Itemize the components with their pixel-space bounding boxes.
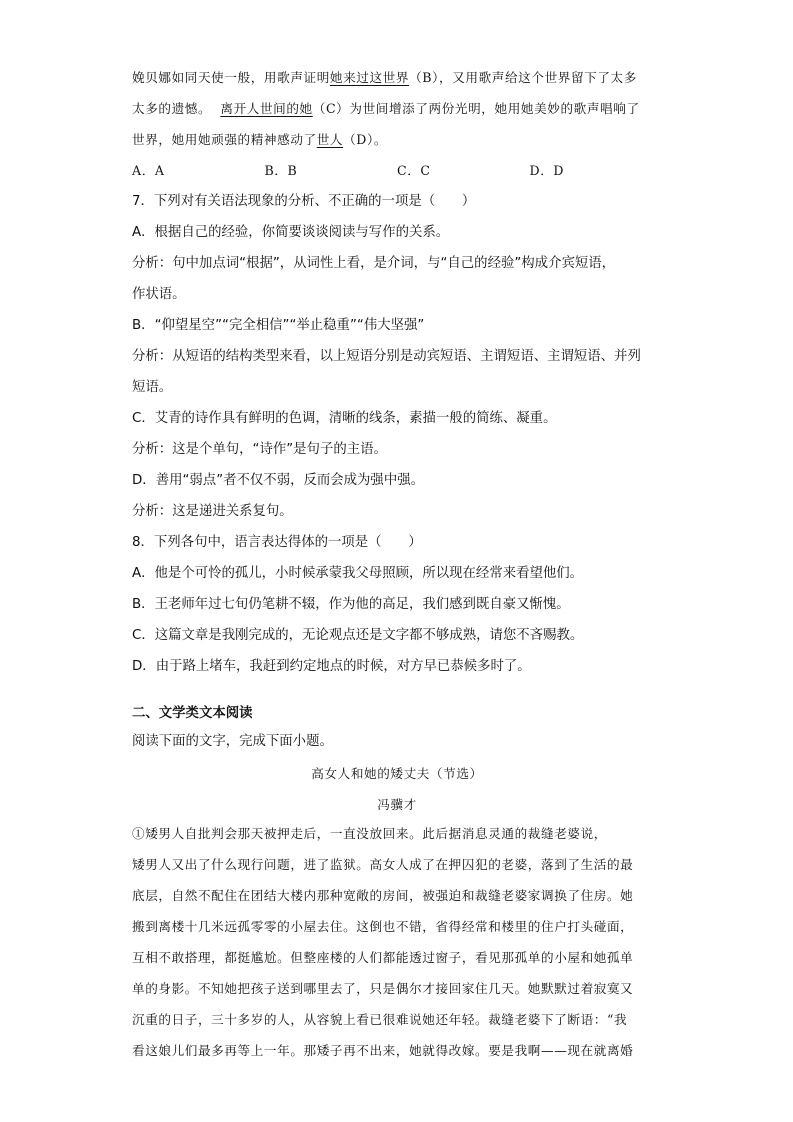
option-d[interactable]: D．善用“弱点”者不仅不弱，反而会成为强中强。 <box>132 473 424 488</box>
text-span: 娩贝娜如同天使一般，用歌声证明 <box>132 70 330 85</box>
question-8 <box>132 527 662 682</box>
text-span: （B），又用歌声给这个世界留下了太多 <box>409 70 637 85</box>
section-heading: 二、文学类文本阅读 <box>132 706 253 721</box>
option-d[interactable]: D．由于路上堵车，我赶到约定地点的时候，对方早已恭候多时了。 <box>132 659 531 674</box>
option-b[interactable]: B．“仰望星空”“完全相信”“举止稳重”“伟大坚强” <box>132 318 425 333</box>
option-a[interactable]: A．A <box>132 163 165 178</box>
article-line: 底层，自然不配住在团结大楼内那种宽敞的房间，被强迫和裁缝老婆家调换了住房。她 <box>132 888 634 903</box>
analysis-text: 短语。 <box>132 380 173 395</box>
text-span: （D）。 <box>343 132 388 147</box>
option-b[interactable]: B．王老师年过七旬仍笔耕不辍，作为他的高足，我们感到既自豪又惭愧。 <box>132 597 570 612</box>
article-header <box>132 758 662 820</box>
analysis-text: 分析：这是个单句，“诗作”是句子的主语。 <box>132 442 387 457</box>
question-7 <box>132 186 662 527</box>
section-2-instruction <box>132 726 662 757</box>
option-c[interactable]: C．这篇文章是我刚完成的，无论观点还是文字都不够成熟，请您不吝赐教。 <box>132 628 584 643</box>
analysis-text: 分析：句中加点词“根据”，从词性上看，是介词，与“自己的经验”构成介宾短语， <box>132 256 616 271</box>
article-line: ①矮男人自批判会那天被押走后，一直没放回来。此后据消息灵通的裁缝老婆说， <box>132 826 607 841</box>
article-body <box>132 818 662 1066</box>
underlined-phrase-d: 世人 <box>316 132 344 147</box>
passage-line <box>132 93 662 124</box>
section-2-header <box>132 698 662 729</box>
article-title: 高女人和她的矮丈夫（节选） <box>311 766 483 781</box>
question-stem: 8．下列各句中，语言表达得体的一项是（ ） <box>132 535 422 550</box>
underlined-phrase-b: 她来过这世界 <box>329 70 410 85</box>
question-6-passage <box>132 62 662 186</box>
text-span: 世界，她用她顽强的精神感动了 <box>132 132 317 147</box>
question-6-options <box>132 155 662 186</box>
article-line: 矮男人又出了什么现行问题，进了监狱。高女人成了在押囚犯的老婆，落到了生活的最 <box>132 857 634 872</box>
analysis-text: 分析：这是递进关系复句。 <box>132 504 293 519</box>
underlined-phrase-c: 离开人世间的她 <box>220 101 313 116</box>
instruction-text: 阅读下面的文字，完成下面小题。 <box>132 734 333 749</box>
article-line: 搬到离楼十几米远孤零零的小屋去住。这倒也不错，省得经常和楼里的住户打头碰面， <box>132 919 634 934</box>
option-b[interactable]: B．B <box>264 163 298 178</box>
passage-line <box>132 124 662 155</box>
question-stem: 7．下列对有关语法现象的分析、不正确的一项是（ ） <box>132 194 476 209</box>
option-a[interactable]: A．根据自己的经验，你简要谈谈阅读与写作的关系。 <box>132 225 450 240</box>
passage-line <box>132 62 662 93</box>
option-a[interactable]: A．他是个可怜的孤儿，小时候承蒙我父母照顾，所以现在经常来看望他们。 <box>132 566 584 581</box>
article-line: 互相不敢搭理，都挺尴尬。但整座楼的人们都能透过窗子，看见那孤单的小屋和她孤单 <box>132 950 634 965</box>
option-c[interactable]: C．C <box>397 163 431 178</box>
analysis-text: 作状语。 <box>132 287 186 302</box>
article-author: 冯骥才 <box>377 797 417 812</box>
article-line: 单的身影。不知她把孩子送到哪里去了，只是偶尔才接回家住几天。她默默过着寂寞又 <box>132 981 634 996</box>
option-d[interactable]: D．D <box>529 163 565 178</box>
text-span: （C）为世间增添了两份光明，她用她美妙的歌声唱响了 <box>312 101 640 116</box>
analysis-text: 分析：从短语的结构类型来看，以上短语分别是动宾短语、主谓短语、主谓短语、并列 <box>132 349 641 364</box>
option-c[interactable]: C．艾青的诗作具有鲜明的色调，清晰的线条，素描一般的简练、凝重。 <box>132 411 557 426</box>
article-line: 沉重的日子，三十多岁的人，从容貌上看已很难说她还年轻。裁缝老婆下了断语：“我 <box>132 1012 628 1027</box>
article-line: 看这娘儿们最多再等上一年。那矮子再不出来，她就得改嫁。要是我啊——现在就离婚 <box>132 1043 634 1058</box>
text-span: 太多的遗憾。 <box>132 101 212 116</box>
